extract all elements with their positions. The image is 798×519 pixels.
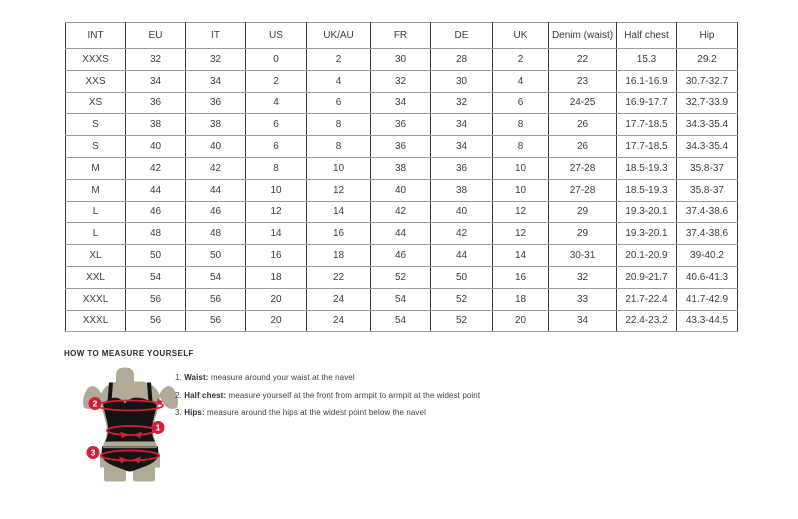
table-cell: 10 (493, 157, 549, 179)
table-cell: 6 (246, 136, 307, 158)
table-cell: 43.3-44.5 (677, 310, 738, 332)
header-row (66, 23, 738, 49)
table-row (66, 114, 738, 136)
table-cell: 34 (431, 136, 493, 158)
table-cell: 2 (307, 49, 371, 71)
table-cell: 18 (493, 288, 549, 310)
size-table-body (66, 49, 738, 332)
instruction-item (175, 373, 480, 382)
table-cell: 48 (126, 223, 186, 245)
table-cell: L (66, 201, 126, 223)
badge-hips-number: 3 (90, 447, 96, 458)
table-cell: 24 (307, 310, 371, 332)
table-cell: 42 (186, 157, 246, 179)
instruction-label: Half chest: (184, 390, 227, 400)
table-cell: M (66, 157, 126, 179)
table-cell: 8 (493, 114, 549, 136)
table-cell: 42 (431, 223, 493, 245)
table-row (66, 245, 738, 267)
table-cell: 52 (431, 288, 493, 310)
table-cell: 40.6-41.3 (677, 266, 738, 288)
table-cell: 42 (371, 201, 431, 223)
measurement-figure (78, 367, 183, 485)
table-cell: 56 (126, 310, 186, 332)
table-cell: 54 (186, 266, 246, 288)
table-cell: 23 (549, 70, 617, 92)
table-cell: 46 (186, 201, 246, 223)
table-cell: 22 (549, 49, 617, 71)
table-cell: 56 (126, 288, 186, 310)
table-cell: 17.7-18.5 (617, 114, 677, 136)
table-cell: 20 (246, 310, 307, 332)
table-cell: 54 (371, 310, 431, 332)
table-cell: XXS (66, 70, 126, 92)
table-cell: 32 (549, 266, 617, 288)
table-cell: 30-31 (549, 245, 617, 267)
table-cell: 33 (549, 288, 617, 310)
table-cell: S (66, 114, 126, 136)
badge-half-chest (89, 397, 102, 410)
table-cell: 35.8-37 (677, 157, 738, 179)
table-cell: 16 (246, 245, 307, 267)
table-cell: 2 (493, 49, 549, 71)
table-cell: 38 (431, 179, 493, 201)
table-row (66, 288, 738, 310)
size-table-header (66, 23, 738, 49)
badge-half-chest-number: 2 (92, 398, 98, 409)
badge-waist-number: 1 (155, 422, 161, 433)
mannequin-neck (116, 368, 134, 384)
table-cell: 48 (186, 223, 246, 245)
column-header-it: IT (186, 23, 246, 49)
table-row (66, 70, 738, 92)
table-cell: 16.9-17.7 (617, 92, 677, 114)
table-cell: 29.2 (677, 49, 738, 71)
table-cell: 44 (371, 223, 431, 245)
table-cell: 12 (307, 179, 371, 201)
table-cell: 56 (186, 288, 246, 310)
table-cell: 34 (431, 114, 493, 136)
table-cell: 24-25 (549, 92, 617, 114)
table-cell: 12 (493, 223, 549, 245)
table-cell: 4 (246, 92, 307, 114)
table-cell: 20.1-20.9 (617, 245, 677, 267)
table-cell: 16 (307, 223, 371, 245)
table-row (66, 201, 738, 223)
table-cell: 16 (493, 266, 549, 288)
table-cell: 10 (493, 179, 549, 201)
table-cell: 15.3 (617, 49, 677, 71)
table-cell: 14 (493, 245, 549, 267)
table-cell: 27-28 (549, 157, 617, 179)
table-cell: S (66, 136, 126, 158)
table-cell: 20 (246, 288, 307, 310)
table-cell: 27-28 (549, 179, 617, 201)
table-cell: 36 (371, 136, 431, 158)
table-row (66, 179, 738, 201)
table-cell: 4 (493, 70, 549, 92)
table-cell: 50 (126, 245, 186, 267)
table-row (66, 49, 738, 71)
table-cell: 8 (307, 114, 371, 136)
table-cell: 32 (431, 92, 493, 114)
table-cell: 21.7-22.4 (617, 288, 677, 310)
table-cell: 32.7-33.9 (677, 92, 738, 114)
table-cell: XL (66, 245, 126, 267)
column-header-eu: EU (126, 23, 186, 49)
table-row (66, 92, 738, 114)
instruction-text: measure around your waist at the navel (208, 373, 355, 382)
table-cell: 10 (307, 157, 371, 179)
table-cell: 34.3-35.4 (677, 136, 738, 158)
table-cell: 29 (549, 201, 617, 223)
table-cell: L (66, 223, 126, 245)
table-cell: 50 (431, 266, 493, 288)
column-header-uk: UK (493, 23, 549, 49)
table-cell: 8 (307, 136, 371, 158)
instruction-number: 2. (175, 390, 185, 400)
table-cell: 44 (431, 245, 493, 267)
table-cell: 44 (126, 179, 186, 201)
table-cell: XXXL (66, 288, 126, 310)
table-row (66, 157, 738, 179)
table-cell: 34 (126, 70, 186, 92)
table-cell: 2 (246, 70, 307, 92)
table-cell: 8 (493, 136, 549, 158)
table-cell: 52 (371, 266, 431, 288)
table-cell: 22 (307, 266, 371, 288)
column-header-int: INT (66, 23, 126, 49)
table-cell: 4 (307, 70, 371, 92)
table-cell: 52 (431, 310, 493, 332)
table-cell: 44 (186, 179, 246, 201)
table-cell: 20 (493, 310, 549, 332)
table-cell: 32 (186, 49, 246, 71)
table-cell: XXL (66, 266, 126, 288)
size-chart-table (65, 22, 738, 332)
table-cell: 29 (549, 223, 617, 245)
table-cell: 36 (371, 114, 431, 136)
instruction-item (175, 408, 480, 417)
table-cell: 34 (186, 70, 246, 92)
table-cell: 10 (246, 179, 307, 201)
table-cell: 54 (371, 288, 431, 310)
table-cell: 40 (371, 179, 431, 201)
table-cell: 28 (431, 49, 493, 71)
table-cell: 38 (126, 114, 186, 136)
table-cell: 34.3-35.4 (677, 114, 738, 136)
table-cell: 16.1-16.9 (617, 70, 677, 92)
table-cell: 0 (246, 49, 307, 71)
table-cell: 8 (246, 157, 307, 179)
table-cell: 30 (371, 49, 431, 71)
table-cell: 22.4-23.2 (617, 310, 677, 332)
badge-waist (152, 421, 165, 434)
table-cell: 35.8-37 (677, 179, 738, 201)
table-cell: 20.9-21.7 (617, 266, 677, 288)
column-header-us: US (246, 23, 307, 49)
column-header-de: DE (431, 23, 493, 49)
table-cell: 26 (549, 136, 617, 158)
table-cell: 30 (431, 70, 493, 92)
table-row (66, 310, 738, 332)
instruction-label: Hips: (184, 408, 205, 417)
table-cell: 19.3-20.1 (617, 201, 677, 223)
table-cell: 6 (246, 114, 307, 136)
table-cell: 6 (307, 92, 371, 114)
instruction-list (175, 373, 480, 426)
instruction-text: measure yourself at the front from armpit to armpit at the widest point (226, 390, 481, 400)
table-cell: XS (66, 92, 126, 114)
table-cell: 37.4-38.6 (677, 223, 738, 245)
table-cell: XXXL (66, 310, 126, 332)
table-cell: 36 (186, 92, 246, 114)
instruction-label: Waist: (184, 373, 209, 382)
table-cell: 19.3-20.1 (617, 223, 677, 245)
table-cell: 32 (126, 49, 186, 71)
table-cell: 34 (549, 310, 617, 332)
table-cell: 40 (431, 201, 493, 223)
table-cell: XXXS (66, 49, 126, 71)
instruction-text: measure around the hips at the widest point below the navel (204, 408, 426, 417)
table-cell: 56 (186, 310, 246, 332)
table-cell: 37.4-38.6 (677, 201, 738, 223)
table-cell: 39-40.2 (677, 245, 738, 267)
table-cell: 12 (493, 201, 549, 223)
instruction-item (175, 391, 480, 400)
table-cell: 36 (126, 92, 186, 114)
column-header-fr: FR (371, 23, 431, 49)
table-cell: 40 (126, 136, 186, 158)
table-cell: 18.5-19.3 (617, 157, 677, 179)
table-cell: 18.5-19.3 (617, 179, 677, 201)
instruction-number: 1. (175, 373, 185, 382)
table-row (66, 266, 738, 288)
instruction-number: 3. (175, 408, 185, 417)
table-cell: 54 (126, 266, 186, 288)
mannequin-illustration-icon (78, 367, 183, 485)
table-cell: 14 (246, 223, 307, 245)
table-cell: 38 (371, 157, 431, 179)
table-cell: 18 (307, 245, 371, 267)
table-cell: 50 (186, 245, 246, 267)
table-cell: 6 (493, 92, 549, 114)
table-cell: 36 (431, 157, 493, 179)
table-cell: 34 (371, 92, 431, 114)
table-cell: 46 (126, 201, 186, 223)
table-cell: 26 (549, 114, 617, 136)
badge-hips (87, 446, 100, 459)
table-cell: 17.7-18.5 (617, 136, 677, 158)
column-header-uk-au: UK/AU (307, 23, 371, 49)
table-cell: 40 (186, 136, 246, 158)
table-cell: 41.7-42.9 (677, 288, 738, 310)
table-cell: 38 (186, 114, 246, 136)
table-cell: 46 (371, 245, 431, 267)
table-cell: M (66, 179, 126, 201)
table-row (66, 223, 738, 245)
table-cell: 14 (307, 201, 371, 223)
table-cell: 30.7-32.7 (677, 70, 738, 92)
column-header-denim-waist-: Denim (waist) (549, 23, 617, 49)
table-cell: 18 (246, 266, 307, 288)
table-cell: 12 (246, 201, 307, 223)
table-cell: 24 (307, 288, 371, 310)
section-title: HOW TO MEASURE YOURSELF (64, 349, 194, 358)
table-cell: 42 (126, 157, 186, 179)
column-header-hip: Hip (677, 23, 738, 49)
column-header-half-chest: Half chest (617, 23, 677, 49)
table-cell: 32 (371, 70, 431, 92)
table-row (66, 136, 738, 158)
